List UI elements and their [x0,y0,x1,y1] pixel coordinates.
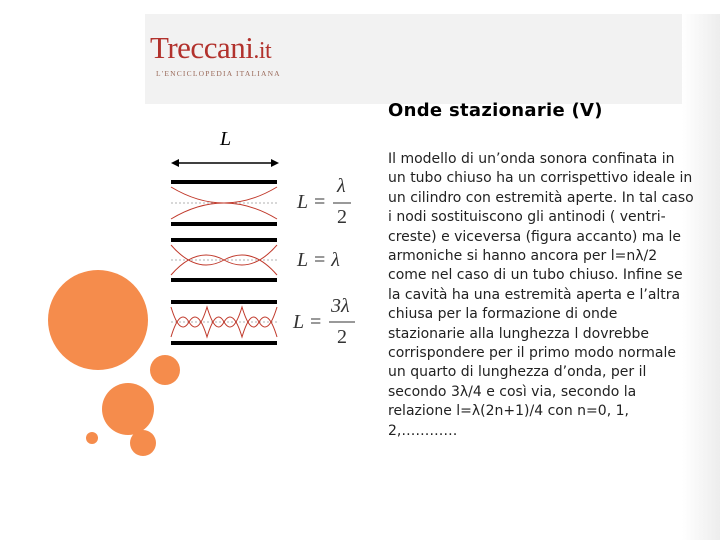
tube-mode-1 [171,180,277,226]
logo-tagline: L'ENCICLOPEDIA ITALIANA [156,69,281,78]
length-arrow [171,159,279,167]
decor-circle-medium [150,355,180,385]
tube-mode-2 [171,238,277,282]
decor-circle-tiny [86,432,98,444]
equation-1-den: 2 [337,206,347,228]
equation-3-num: 3λ [331,295,350,317]
slide-body: Il modello di un’onda sonora confinata in un tubo chiuso ha un corrispettivo ideale in un cilindro con estremità aperte. In tal caso i nodi sostituiscono gli antinodi ( ventri-creste) e viceversa (figura accanto) ma le armoniche si hanno ancora per l=nλ/2 come nel caso di un tubo chiuso. Infine se la cavità ha una estremità aperta e l’altra chiusa per la formazione di onde stazionarie alla lunghezza l dovrebbe corrispondere per il primo modo normale un quarto di lunghezza d’onda, per il secondo 3λ/4 e così via, secondo la relazione l=λ(2n+1)/4 con n=0, 1, 2,………… [388,151,694,439]
equation-1-num: λ [337,175,346,197]
slide-title: Onde stazionarie (V) [388,100,603,121]
decor-circle-large [48,270,148,370]
equation-3-den: 2 [337,326,347,348]
equation-1-lhs: L = [297,191,327,213]
equation-2-lhs: L = λ [297,249,340,271]
tube-mode-3 [171,300,277,345]
figure-label-L: L [220,128,232,150]
equation-3-lhs: L = [293,311,323,333]
decor-circle-small [130,430,156,456]
decor-circle-medium-2 [102,383,154,435]
standing-wave-figure [165,125,365,355]
treccani-logo: Treccani.it L'ENCICLOPEDIA ITALIANA [150,32,300,76]
